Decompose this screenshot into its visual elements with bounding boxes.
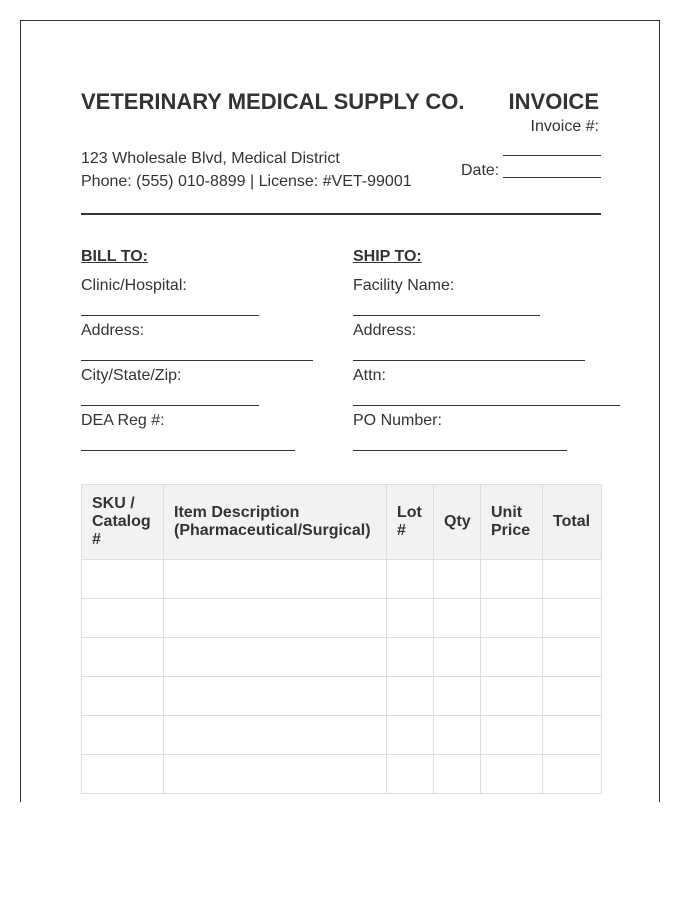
unit-price-cell[interactable]	[481, 755, 543, 794]
city-state-zip-field[interactable]	[81, 405, 259, 406]
bill-address-field[interactable]	[81, 360, 313, 361]
facility-label: Facility Name:	[353, 277, 455, 294]
dea-reg-label: DEA Reg #:	[81, 412, 165, 429]
ship-to-heading: SHIP TO:	[353, 248, 422, 265]
description-cell[interactable]	[164, 560, 387, 599]
sku-cell[interactable]	[82, 599, 164, 638]
total-cell[interactable]	[543, 560, 602, 599]
invoice-number-field[interactable]	[503, 155, 601, 156]
lot-cell[interactable]	[387, 677, 434, 716]
unit-price-cell[interactable]	[481, 716, 543, 755]
qty-cell[interactable]	[434, 599, 481, 638]
date-field[interactable]	[503, 177, 601, 178]
sku-cell[interactable]	[82, 677, 164, 716]
attn-field[interactable]	[353, 405, 620, 406]
unit-price-cell[interactable]	[481, 638, 543, 677]
unit-price-cell[interactable]	[481, 560, 543, 599]
table-row	[82, 560, 602, 599]
description-cell[interactable]	[164, 599, 387, 638]
bill-to-heading: BILL TO:	[81, 248, 148, 265]
description-cell[interactable]	[164, 638, 387, 677]
sku-cell[interactable]	[82, 755, 164, 794]
po-number-field[interactable]	[353, 450, 567, 451]
lot-cell[interactable]	[387, 755, 434, 794]
description-cell[interactable]	[164, 716, 387, 755]
qty-cell[interactable]	[434, 560, 481, 599]
unit-price-cell[interactable]	[481, 677, 543, 716]
qty-cell[interactable]	[434, 716, 481, 755]
total-column-header: Total	[543, 485, 602, 560]
po-number-label: PO Number:	[353, 412, 442, 429]
total-cell[interactable]	[543, 599, 602, 638]
unit-price-column-header: Unit Price	[481, 485, 543, 560]
header-divider	[81, 213, 601, 215]
lot-cell[interactable]	[387, 599, 434, 638]
invoice-title: INVOICE	[508, 89, 599, 114]
lot-cell[interactable]	[387, 560, 434, 599]
description-column-header: Item Description (Pharmaceutical/Surgical)	[164, 485, 387, 560]
unit-price-cell[interactable]	[481, 599, 543, 638]
lot-cell[interactable]	[387, 716, 434, 755]
lot-column-header: Lot #	[387, 485, 434, 560]
table-header-row	[82, 485, 602, 560]
invoice-number-label: Invoice #:	[530, 118, 599, 135]
items-table-body	[82, 560, 602, 794]
company-address: 123 Wholesale Blvd, Medical District	[81, 150, 340, 167]
company-name: VETERINARY MEDICAL SUPPLY CO.	[81, 89, 465, 114]
bill-address-label: Address:	[81, 322, 145, 339]
attn-label: Attn:	[353, 367, 386, 384]
ship-address-field[interactable]	[353, 360, 585, 361]
table-row	[82, 638, 602, 677]
invoice-page	[20, 20, 660, 802]
total-cell[interactable]	[543, 716, 602, 755]
sku-cell[interactable]	[82, 638, 164, 677]
dea-reg-field[interactable]	[81, 450, 295, 451]
total-cell[interactable]	[543, 677, 602, 716]
city-state-zip-label: City/State/Zip:	[81, 367, 182, 384]
clinic-field[interactable]	[81, 315, 259, 316]
ship-address-label: Address:	[353, 322, 417, 339]
table-row	[82, 755, 602, 794]
total-cell[interactable]	[543, 638, 602, 677]
qty-cell[interactable]	[434, 755, 481, 794]
clinic-label: Clinic/Hospital:	[81, 277, 187, 294]
sku-column-header: SKU / Catalog #	[82, 485, 164, 560]
date-label: Date:	[461, 162, 500, 179]
qty-cell[interactable]	[434, 638, 481, 677]
total-cell[interactable]	[543, 755, 602, 794]
description-cell[interactable]	[164, 677, 387, 716]
table-row	[82, 677, 602, 716]
table-row	[82, 716, 602, 755]
items-table	[81, 484, 602, 794]
facility-field[interactable]	[353, 315, 540, 316]
lot-cell[interactable]	[387, 638, 434, 677]
qty-cell[interactable]	[434, 677, 481, 716]
table-row	[82, 599, 602, 638]
sku-cell[interactable]	[82, 716, 164, 755]
qty-column-header: Qty	[434, 485, 481, 560]
sku-cell[interactable]	[82, 560, 164, 599]
description-cell[interactable]	[164, 755, 387, 794]
company-contact: Phone: (555) 010-8899 | License: #VET-99001	[81, 173, 412, 190]
